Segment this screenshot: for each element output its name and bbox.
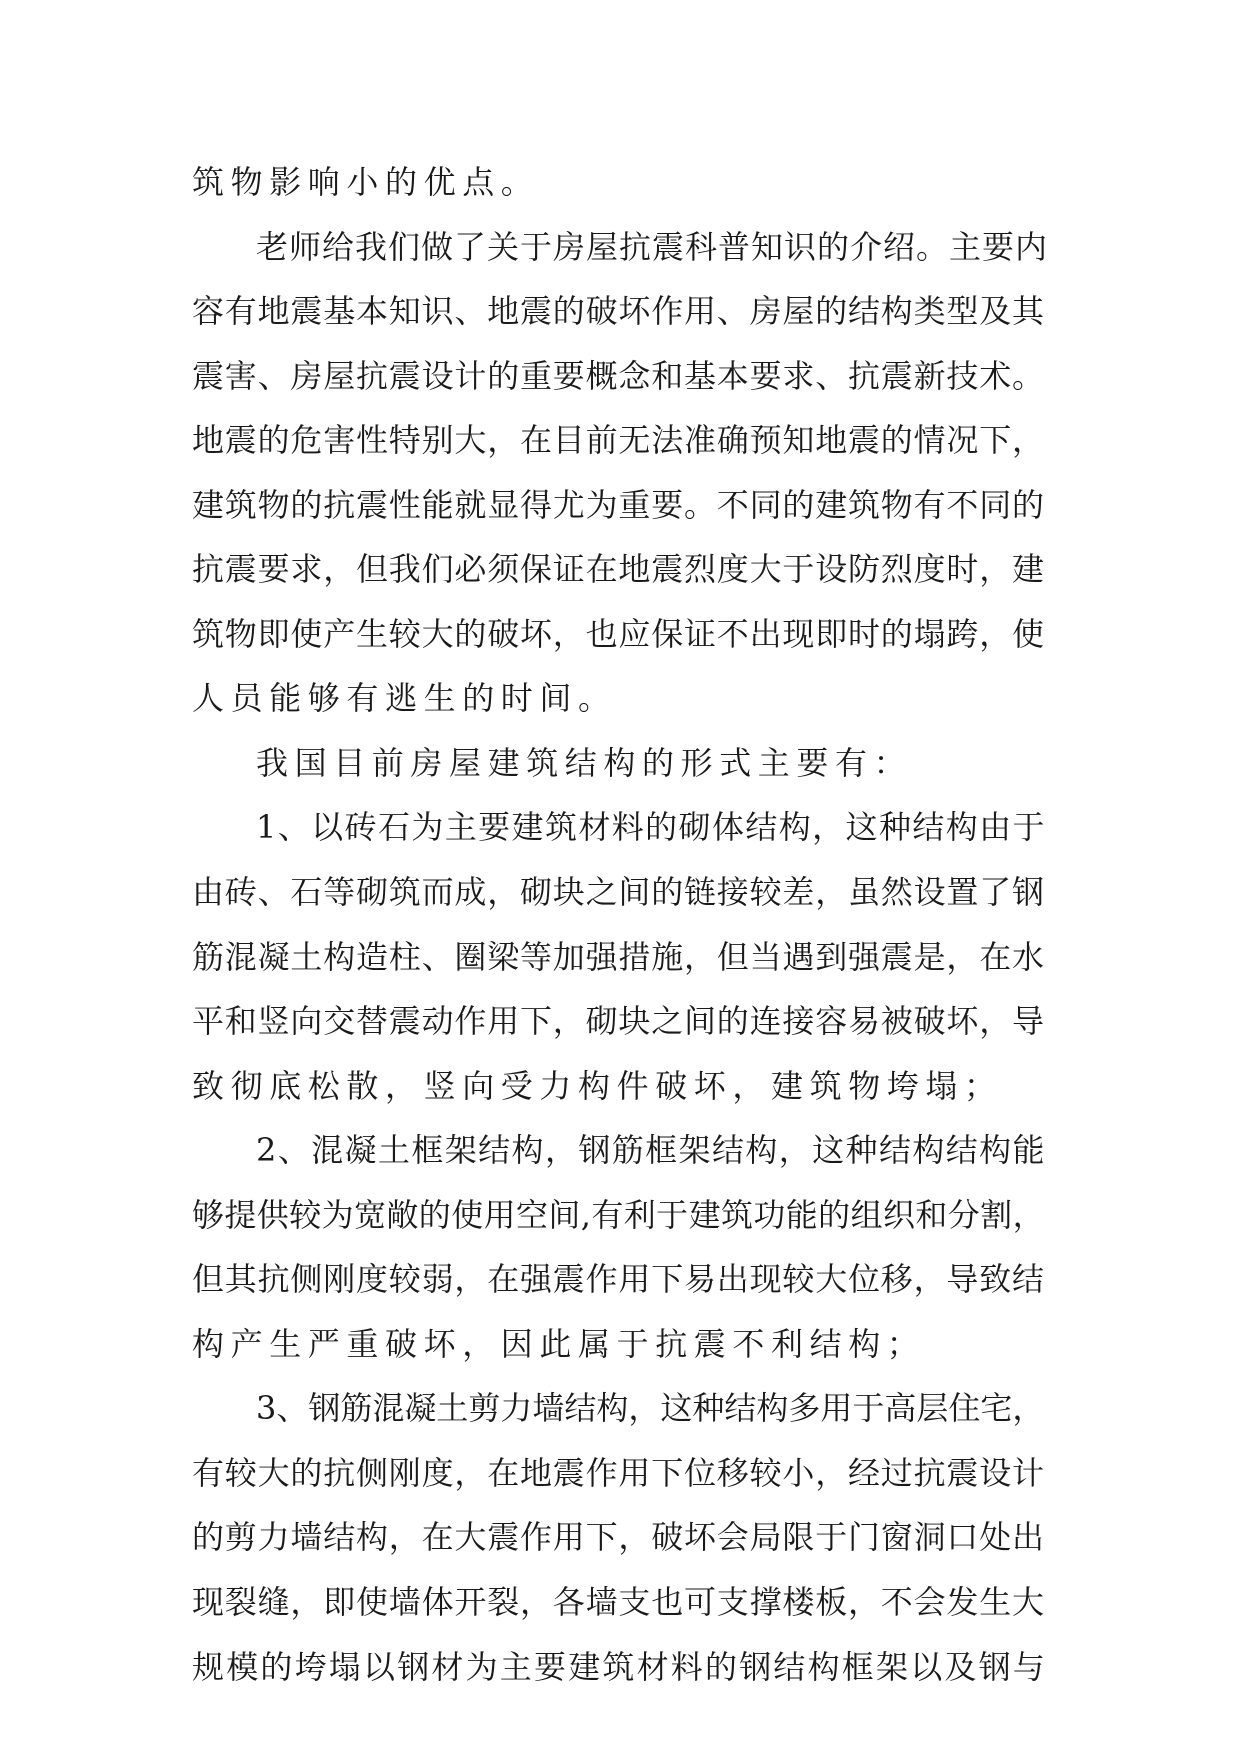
- text-line: 建筑物的抗震性能就显得尤为重要。不同的建筑物有不同的: [192, 485, 1045, 524]
- text-line: 有较大的抗侧刚度，在地震作用下位移较小，经过抗震设计: [192, 1453, 1045, 1492]
- text-line: 3、钢筋混凝土剪力墙结构，这种结构多用于高层住宅，: [256, 1389, 1045, 1428]
- text-line: 2、混凝土框架结构，钢筋框架结构，这种结构结构能: [256, 1131, 1046, 1170]
- document-body: [192, 150, 1048, 1699]
- text-line: 人员能够有逃生的时间。: [192, 679, 617, 718]
- text-line: 1、以砖石为主要建筑材料的砌体结构，这种结构由于: [256, 808, 1046, 847]
- text-line: 致彻底松散，竖向受力构件破坏，建筑物垮塌；: [192, 1066, 1003, 1105]
- text-line: 够提供较为宽敞的使用空间,有利于建筑功能的组织和分割，: [192, 1195, 1045, 1234]
- text-line: 但其抗侧刚度较弱，在强震作用下易出现较大位移，导致结: [192, 1260, 1045, 1299]
- text-line: 平和竖向交替震动作用下，砌块之间的连接容易被破坏，导: [192, 1002, 1045, 1041]
- text-line: 现裂缝，即使墙体开裂，各墙支也可支撑楼板，不会发生大: [192, 1583, 1045, 1622]
- text-line: 构产生严重破坏，因此属于抗震不利结构；: [192, 1324, 926, 1363]
- text-line: 容有地震基本知识、地震的破坏作用、房屋的结构类型及其: [192, 292, 1045, 331]
- text-line: 规模的垮塌以钢材为主要建筑材料的钢结构框架以及钢与: [192, 1647, 1048, 1686]
- text-line: 筑物影响小的优点。: [192, 163, 540, 201]
- text-line: 由砖、石等砌筑而成，砌块之间的链接较差，虽然设置了钢: [192, 873, 1045, 912]
- text-line: 筑物即使产生较大的破坏，也应保证不出现即时的塌跨，使: [192, 614, 1045, 653]
- text-line: 震害、房屋抗震设计的重要概念和基本要求、抗震新技术。: [192, 356, 1045, 395]
- text-line: 我国目前房屋建筑结构的形式主要有：: [256, 743, 913, 782]
- text-line: 老师给我们做了关于房屋抗震科普知识的介绍。主要内: [256, 227, 1049, 266]
- text-line: 的剪力墙结构，在大震作用下，破坏会局限于门窗洞口处出: [192, 1518, 1045, 1557]
- text-line: 筋混凝土构造柱、圈梁等加强措施，但当遇到强震是，在水: [192, 937, 1045, 976]
- text-line: 抗震要求，但我们必须保证在地震烈度大于设防烈度时，建: [192, 550, 1045, 589]
- text-line: 地震的危害性特别大，在目前无法准确预知地震的情况下，: [192, 421, 1045, 460]
